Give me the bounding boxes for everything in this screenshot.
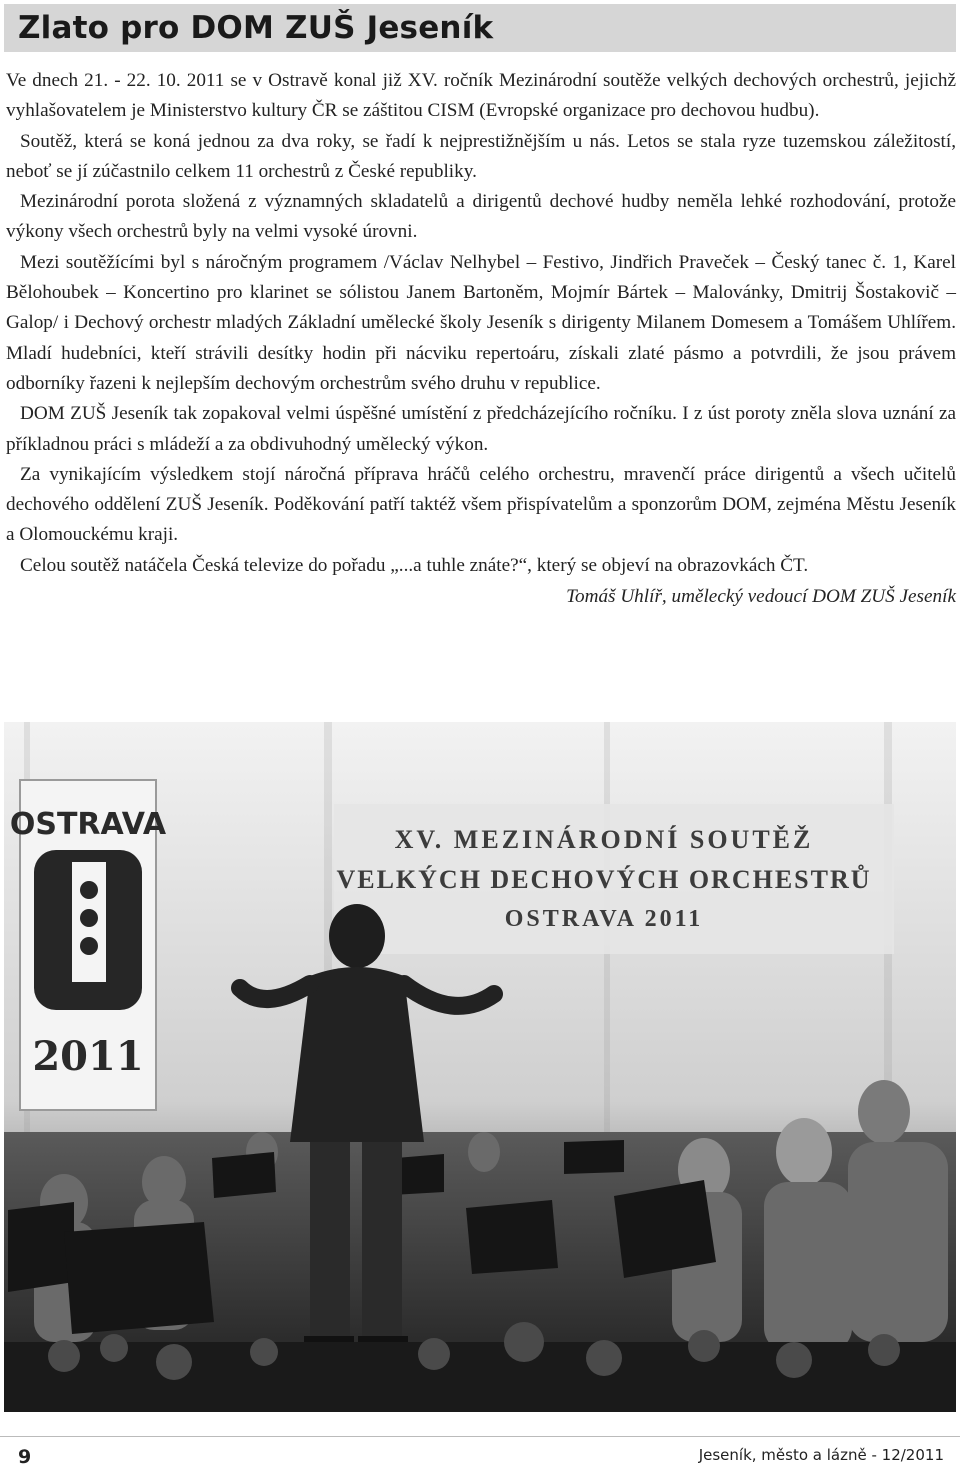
publication-info: Jeseník, město a lázně - 12/2011 bbox=[698, 1446, 944, 1464]
headline-bar bbox=[4, 4, 956, 52]
footer-divider bbox=[0, 1436, 960, 1437]
competition-banner bbox=[334, 804, 894, 954]
author-signature: Tomáš Uhlíř, umělecký vedoucí DOM ZUŠ Jeseník bbox=[566, 586, 956, 608]
paragraph: DOM ZUŠ Jeseník tak zopakoval velmi úspěšné umístění z předcházejícího ročníku. I z úst poroty zněla slova uznání za příkladnou práci s mládeží a za obdivuhodný umělecký výkon. bbox=[6, 403, 956, 455]
logo-city-text: OSTRAVA bbox=[9, 807, 167, 842]
banner-line-2: VELKÝCH DECHOVÝCH ORCHESTRŮ bbox=[336, 865, 872, 894]
headline: Zlato pro DOM ZUŠ Jeseník bbox=[18, 10, 494, 46]
page-number: 9 bbox=[18, 1446, 32, 1468]
article-body bbox=[6, 66, 956, 612]
paragraph: Za vynikajícím výsledkem stojí náročná příprava hráčů celého orchestru, mravenčí práce dirigentů a všech učitelů dechového oddělení ZUŠ Jeseník. Poděkování patří taktéž všem přispívatelům a sponzorům DOM, zejména Městu Jeseník a Olomouckému kraji. bbox=[6, 463, 956, 546]
paragraph: Mezi soutěžícími byl s náročným programem /Václav Nelhybel – Festivo, Jindřich Praveček – Český tanec č. 1, Karel Bělohoubek – Koncertino pro klarinet se sólistou Janem Bartoněm, Mojmír Bártek – Malovánky, Dmitrij Šostakovič – Galop/ i Dechový orchestr mladých Základní umělecké školy Jeseník s dirigenty Milanem Domesem a Tomášem Uhlířem. Mladí hudebníci, kteří strávili desítky hodin při nácviku repertoáru, získali zlaté pásmo a potvrdili, že jsou právem odborníky řazeni k nejlepším dechovým orchestrům svého druhu v republice. bbox=[6, 251, 956, 394]
orchestra-photo bbox=[4, 722, 956, 1412]
paragraph: Mezinárodní porota složená z významných skladatelů a dirigentů dechové hudby neměla lehké rozhodování, protože výkony všech orchestrů byly na velmi vysoké úrovni. bbox=[6, 191, 956, 243]
banner-line-3: OSTRAVA 2011 bbox=[504, 906, 704, 932]
paragraph: Celou soutěž natáčela Česká televize do pořadu „...a tuhle znáte?“, který se objeví na obrazovkách ČT. bbox=[20, 554, 809, 576]
paragraph-intro: Ve dnech 21. - 22. 10. 2011 se v Ostravě konal již XV. ročník Mezinárodní soutěže velkých dechových orchestrů, jejichž vyhlašovatelem je Ministerstvo kultury ČR se záštitou CISM (Evropské organizace pro dechovou hudbu). bbox=[6, 70, 956, 122]
paragraph: Soutěž, která se koná jednou za dva roky, se řadí k nejprestižnějším u nás. Letos se stala ryze tuzemskou záležitostí, neboť se jí zúčastnilo celkem 11 orchestrů z České republiky. bbox=[6, 130, 956, 182]
orchestra-photo-illustration bbox=[4, 722, 956, 1412]
banner-line-1: XV. MEZINÁRODNÍ SOUTĚŽ bbox=[394, 825, 814, 854]
logo-year-text: 2011 bbox=[32, 1033, 144, 1080]
ostrava-logo bbox=[10, 780, 167, 1110]
